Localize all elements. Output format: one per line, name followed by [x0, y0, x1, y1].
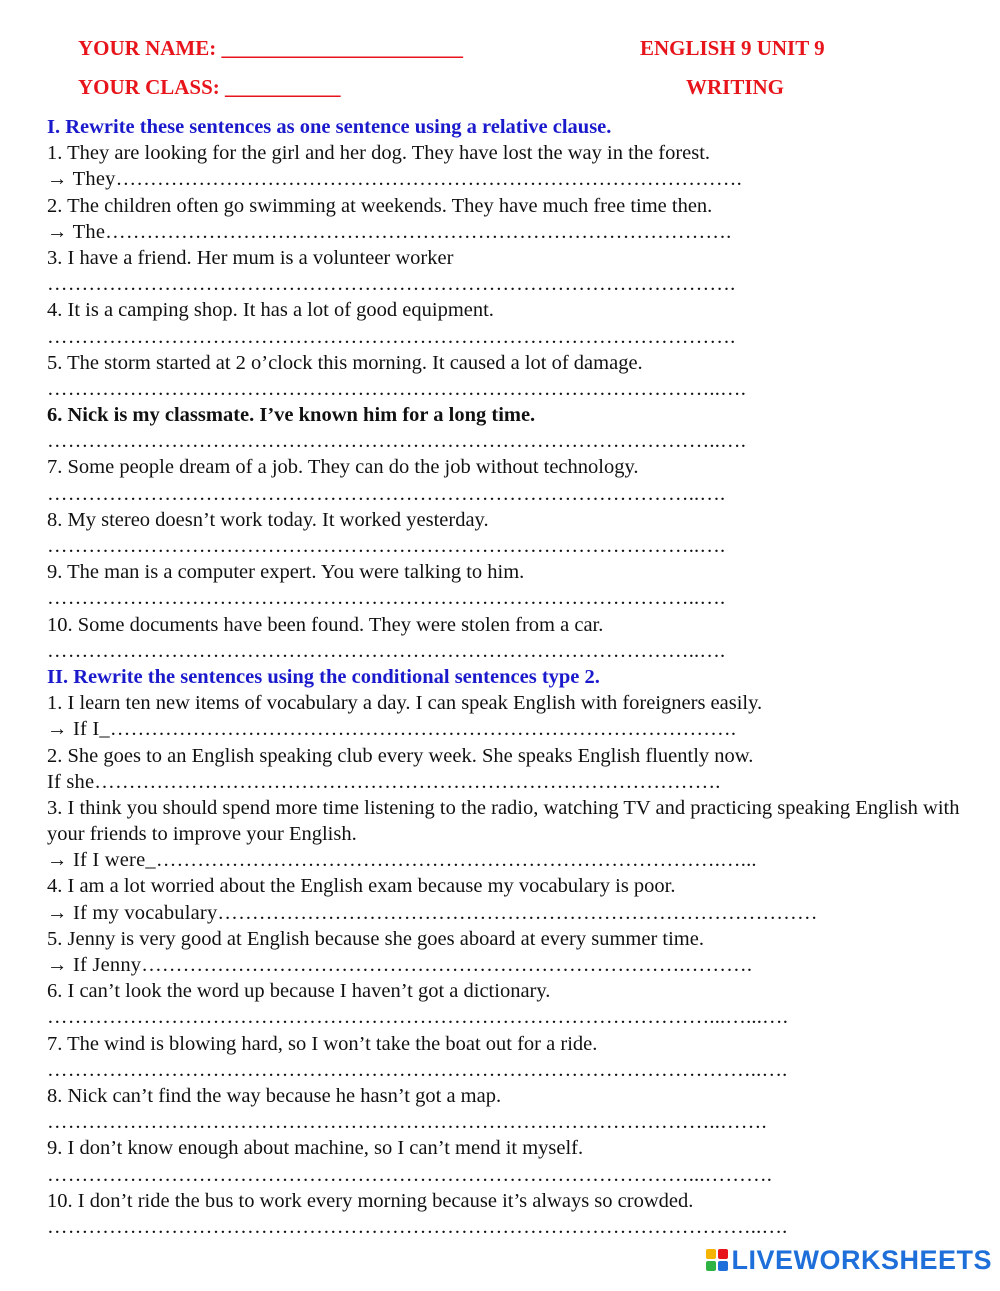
name-field-label: YOUR NAME: _______________________: [78, 36, 463, 60]
question-text: 2. She goes to an English speaking club every week. She speaks English fluently now.: [47, 744, 754, 767]
question-text: 5. Jenny is very good at English because she goes aboard at every summer time.: [47, 927, 704, 950]
answer-line[interactable]: …………………………………………………………………………………..….: [47, 482, 726, 505]
answer-line[interactable]: → They……………………………………………………………………………….: [47, 168, 742, 191]
answer-line[interactable]: ……………………………………………………………………………………..…….: [47, 1111, 767, 1134]
answer-line[interactable]: → If I_……………………………………………………………………………….: [47, 718, 737, 741]
answer-line[interactable]: …………………………………………………………………………………………..….: [47, 1058, 788, 1081]
question-text: 3. I have a friend. Her mum is a volunteer worker: [47, 246, 454, 269]
question-text: 8. Nick can’t find the way because he hasn’t got a map.: [47, 1084, 502, 1107]
liveworksheets-logo: [706, 1245, 992, 1275]
answer-line[interactable]: ……………………………………………………………………………………….: [47, 273, 736, 296]
logo-block: [718, 1249, 728, 1259]
answer-line[interactable]: → If I were_……………………………………………………………………….…...: [47, 849, 757, 872]
answer-line[interactable]: ……………………………………………………………………………………….: [47, 325, 736, 348]
question-text: 10. I don’t ride the bus to work every morning because it’s always so crowded.: [47, 1189, 694, 1212]
question-text: 3. I think you should spend more time listening to the radio, watching TV and practicing speaking English with your friends to improve your English.: [47, 796, 960, 846]
worksheet-body: [47, 114, 967, 1240]
question-text: 9. The man is a computer expert. You were talking to him.: [47, 561, 525, 584]
question-text: 7. Some people dream of a job. They can do the job without technology.: [47, 456, 639, 479]
question-text: 4. It is a camping shop. It has a lot of good equipment.: [47, 299, 494, 322]
question-text: 2. The children often go swimming at weekends. They have much free time then.: [47, 194, 713, 217]
logo-text: LIVEWORKSHEETS: [731, 1244, 992, 1275]
section-heading: I. Rewrite these sentences as one sentence using a relative clause.: [47, 116, 612, 138]
logo-block: [706, 1249, 716, 1259]
answer-line[interactable]: → The……………………………………………………………………………….: [47, 220, 732, 243]
skill-title: WRITING: [686, 75, 785, 99]
class-field-label: YOUR CLASS: ___________: [78, 75, 341, 99]
section-heading: II. Rewrite the sentences using the conditional sentences type 2.: [47, 665, 600, 688]
logo-blocks-icon: [706, 1249, 728, 1271]
answer-line[interactable]: ……………………………………………………………………………………..….: [47, 377, 747, 400]
question-text: 1. They are looking for the girl and her dog. They have lost the way in the forest.: [47, 142, 711, 165]
answer-line[interactable]: If she……………………………………………………………………………….: [47, 770, 721, 793]
question-text: 9. I don’t know enough about machine, so I can’t mend it myself.: [47, 1137, 584, 1160]
answer-line[interactable]: …………………………………………………………………………………..….: [47, 535, 726, 557]
question-text: 8. My stereo doesn’t work today. It worked yesterday.: [47, 508, 489, 531]
answer-line[interactable]: → If my vocabulary……………………………………………………………………………: [47, 901, 818, 924]
answer-line[interactable]: …………………………………………………………………………………………..….: [47, 1215, 788, 1238]
question-text: 10. Some documents have been found. They were stolen from a car.: [47, 613, 604, 636]
question-text: 6. I can’t look the word up because I haven’t got a dictionary.: [47, 980, 551, 1003]
answer-line[interactable]: …………………………………………………………………………………..….: [47, 639, 726, 662]
question-text: 1. I learn ten new items of vocabulary a day. I can speak English with foreigners easily.: [47, 692, 763, 715]
logo-block: [706, 1261, 716, 1271]
course-title: ENGLISH 9 UNIT 9: [640, 36, 825, 60]
question-text: 6. Nick is my classmate. I’ve known him for a long time.: [47, 404, 536, 427]
question-text: 5. The storm started at 2 o’clock this morning. It caused a lot of damage.: [47, 351, 643, 374]
answer-line[interactable]: ……………………………………………………………………………………...…...….: [47, 1006, 789, 1029]
answer-line[interactable]: → If Jenny…………………………………………………………………….……….: [47, 954, 753, 977]
question-text: 4. I am a lot worried about the English exam because my vocabulary is poor.: [47, 875, 676, 898]
answer-line[interactable]: …………………………………………………………………………………...……….: [47, 1163, 773, 1186]
answer-line[interactable]: …………………………………………………………………………………..….: [47, 587, 726, 610]
logo-block: [718, 1261, 728, 1271]
answer-line[interactable]: ……………………………………………………………………………………..….: [47, 430, 747, 453]
question-text: 7. The wind is blowing hard, so I won’t take the boat out for a ride.: [47, 1032, 598, 1055]
